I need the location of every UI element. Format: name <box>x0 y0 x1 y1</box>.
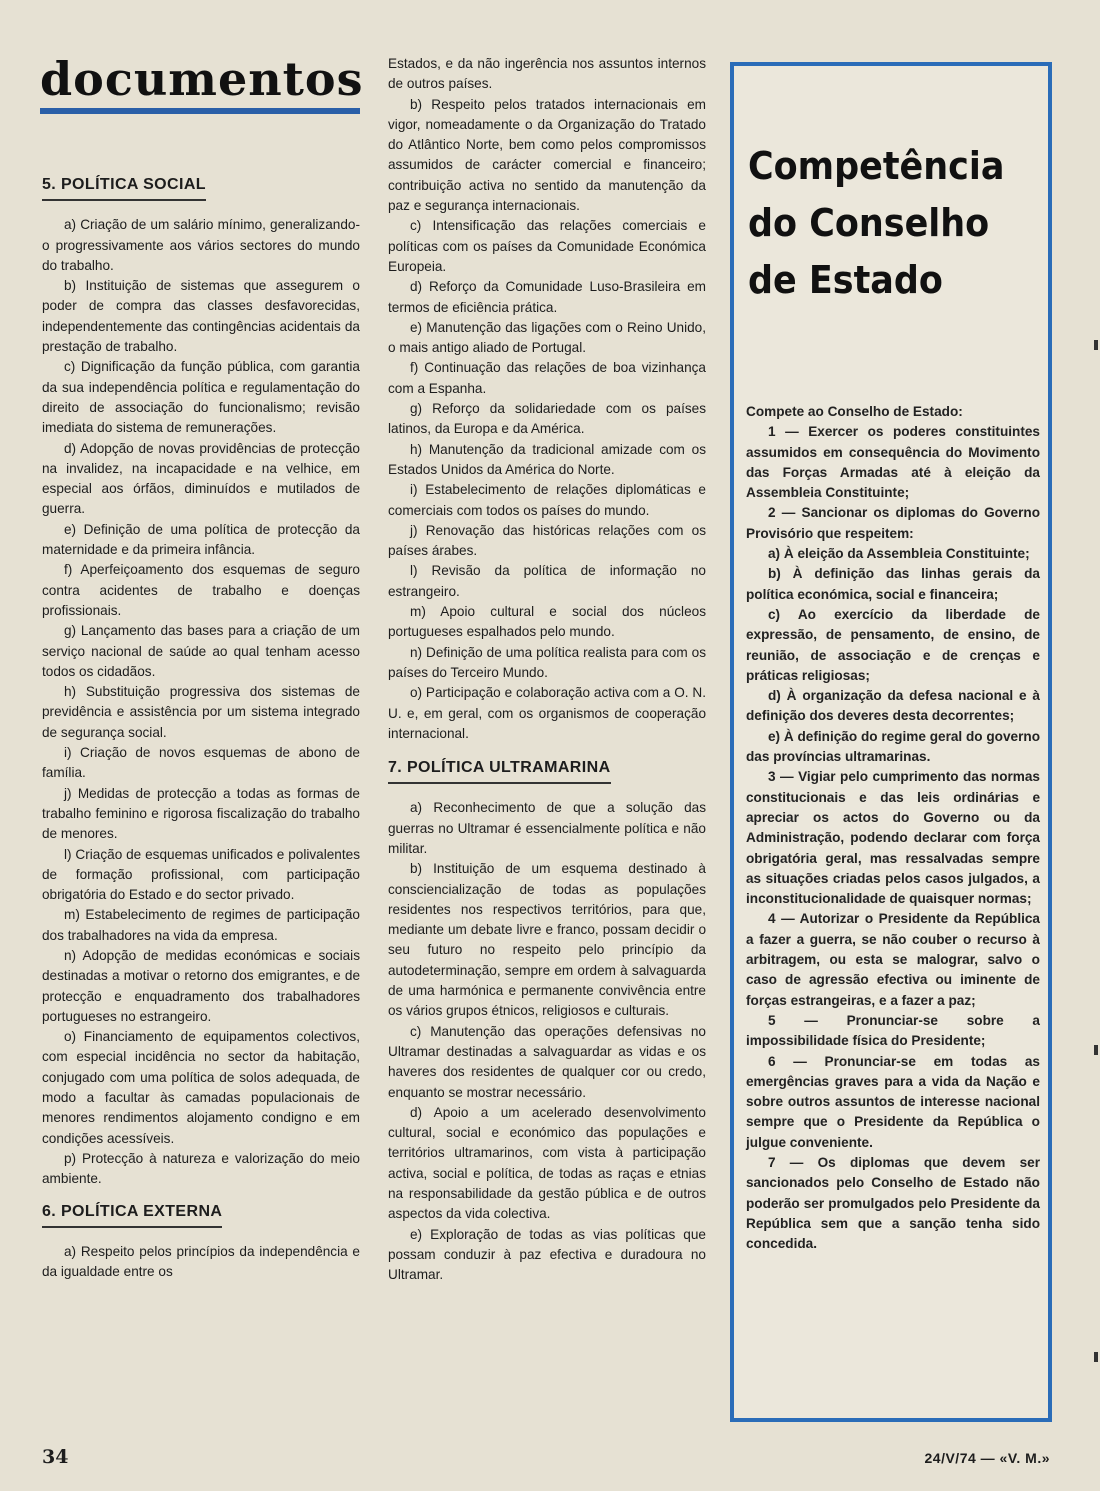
box-item: 4 — Autorizar o Presidente da República a fazer a guerra, se não couber o recurso à arbitragem, ou esta se malograr, salvo o caso de agressão efectiva ou iminente de forças estrangeiras, e a fazer a paz; <box>746 911 1040 1008</box>
box-item: 6 — Pronunciar-se em todas as emergências graves para a vida da Nação e sobre outros assuntos de interesse nacional sempre que o Presidente da República o julgue conveniente. <box>746 1053 1040 1150</box>
paragraph: a) Respeito pelos princípios da independência e da igualdade entre os <box>42 1243 360 1280</box>
paragraph: l) Revisão da política de informação no estrangeiro. <box>388 563 706 599</box>
section-heading-politica-ultramarina: 7. POLÍTICA ULTRAMARINA <box>388 758 611 784</box>
paragraph: e) Definição de uma política de protecção da maternidade e da primeira infância. <box>42 521 360 558</box>
box-intro: Compete ao Conselho de Estado: <box>746 404 963 419</box>
box-item: a) À eleição da Assembleia Constituinte; <box>768 546 1030 562</box>
box-item: c) Ao exercício da liberdade de expressão, de pensamento, de ensino, de reunião, de associação e de crenças e práticas religiosas; <box>746 606 1040 683</box>
box-title-line: do Conselho <box>748 201 990 245</box>
box-item: b) À definição das linhas gerais da política económica, social e financeira; <box>746 566 1040 602</box>
column-left <box>42 175 360 1282</box>
scan-edge-mark <box>1094 1352 1098 1362</box>
paragraph: g) Reforço da solidariedade com os países latinos, da Europa e da América. <box>388 401 706 437</box>
box-item: 3 — Vigiar pelo cumprimento das normas constitucionais e das leis ordinárias e apreciar os actos do Governo ou da Administração, podendo declarar com força obrigatória geral, mas ressalvadas sempre as situações criadas pelos casos julgados, a inconstitucionalidade de quaisquer normas; <box>746 769 1040 907</box>
box-item: 5 — Pronunciar-se sobre a impossibilidade física do Presidente; <box>746 1012 1040 1049</box>
paragraph: j) Medidas de protecção a todas as formas de trabalho feminino e rigorosa fiscalização do trabalho de menores. <box>42 785 360 842</box>
paragraph: d) Adopção de novas providências de protecção na invalidez, na incapacidade e na velhice, em especial aos órfãos, diminuídos e mutilados de guerra. <box>42 440 360 517</box>
box-item: 1 — Exercer os poderes constituintes assumidos em consequência do Movimento das Forças Armadas até à eleição da Assembleia Constituinte; <box>746 424 1040 501</box>
box-title-line: de Estado <box>748 258 943 302</box>
paragraph: f) Continuação das relações de boa vizinhança com a Espanha. <box>388 360 706 396</box>
paragraph: f) Aperfeiçoamento dos esquemas de seguro contra acidentes de trabalho e doenças profissionais. <box>42 562 360 618</box>
paragraph: d) Reforço da Comunidade Luso-Brasileira em termos de eficiência prática. <box>388 279 706 315</box>
paragraph: c) Dignificação da função pública, com garantia da sua independência política e regulamentação do direito de associação do funcionalismo; revisão imediata do sistema de remunerações. <box>42 359 360 436</box>
paragraph: m) Apoio cultural e social dos núcleos portugueses espalhados pelo mundo. <box>388 604 706 640</box>
paragraph: h) Substituição progressiva dos sistemas de previdência e assistência por um sistema integrado de segurança social. <box>42 684 360 740</box>
paragraph: c) Manutenção das operações defensivas no Ultramar destinadas a salvaguardar as vidas e os haveres dos residentes de qualquer cor ou credo, enquanto se mostrar necessário. <box>388 1023 706 1100</box>
paragraph: b) Instituição de sistemas que assegurem o poder de compra das classes desfavorecidas, independentemente das contingências acidentais da prestação de trabalho. <box>42 278 360 355</box>
paragraph: n) Definição de uma política realista para com os países do Terceiro Mundo. <box>388 644 706 680</box>
paragraph: Estados, e da não ingerência nos assuntos internos de outros países. <box>388 56 706 92</box>
paragraph: i) Estabelecimento de relações diplomáticas e comerciais com todos os países do mundo. <box>388 482 706 518</box>
box-title <box>748 138 1015 309</box>
paragraph: c) Intensificação das relações comerciais e políticas com os países da Comunidade Económica Europeia. <box>388 218 706 274</box>
paragraph: m) Estabelecimento de regimes de participação dos trabalhadores na vida da empresa. <box>42 907 360 943</box>
paragraph: n) Adopção de medidas económicas e sociais destinadas a motivar o retorno dos emigrantes, e de protecção e enquadramento dos trabalhadores portugueses no estrangeiro. <box>42 947 360 1024</box>
paragraph: p) Protecção à natureza e valorização do meio ambiente. <box>42 1150 360 1187</box>
issue-info: 24/V/74 — «V. M.» <box>924 1450 1050 1466</box>
masthead-title: documentos <box>40 52 364 106</box>
scan-edge-mark <box>1094 340 1098 350</box>
box-body <box>746 402 1040 1254</box>
paragraph: l) Criação de esquemas unificados e polivalentes de formação profissional, com participação obrigatória do Estado e do sector privado. <box>42 846 360 903</box>
box-item: 7 — Os diplomas que devem ser sancionados pelo Conselho de Estado não poderão ser promulgados pelo Presidente da República sem que a sanção tenha sido concedida. <box>746 1154 1040 1252</box>
scan-edge-mark <box>1094 1045 1098 1055</box>
paragraph: i) Criação de novos esquemas de abono de família. <box>42 745 360 781</box>
column-middle <box>388 54 706 1286</box>
section-heading-politica-externa: 6. POLÍTICA EXTERNA <box>42 1202 222 1228</box>
box-item: 2 — Sancionar os diplomas do Governo Provisório que respeitem: <box>746 505 1040 541</box>
sidebar-box-conselho-de-estado <box>730 62 1052 1422</box>
box-title-line: Competência <box>748 144 1005 188</box>
paragraph: e) Exploração de todas as vias políticas que possam conduzir à paz efectiva e duradoura no Ultramar. <box>388 1226 706 1283</box>
masthead-rule <box>40 108 360 114</box>
paragraph: o) Participação e colaboração activa com a O. N. U. e, em geral, com os organismos de cooperação internacional. <box>388 685 706 741</box>
section-heading-politica-social: 5. POLÍTICA SOCIAL <box>42 175 206 201</box>
paragraph: b) Instituição de um esquema destinado à consciencialização de todas as populações residentes nos respectivos territórios, para que, mediante um debate livre e franco, possam decidir o seu futuro no respeito pelo princípio da autodeterminação, sempre em ordem à salvaguarda de uma harmónica e permanente convivência entre os vários grupos étnicos, religiosos e culturais. <box>388 861 706 1019</box>
paragraph: a) Criação de um salário mínimo, generalizando-o progressivamente aos vários sectores do mundo do trabalho. <box>42 217 360 273</box>
paragraph: d) Apoio a um acelerado desenvolvimento cultural, social e económico das populações e territórios ultramarinos, com vista à participação activa, social e política, de todas as raças e etnias na responsabilidade da gestão pública e de outros aspectos da vida colectiva. <box>388 1104 706 1222</box>
paragraph: g) Lançamento das bases para a criação de um serviço nacional de saúde ao qual tenham acesso todos os cidadãos. <box>42 623 360 679</box>
paragraph: a) Reconhecimento de que a solução das guerras no Ultramar é essencialmente política e não militar. <box>388 800 706 856</box>
box-item: e) À definição do regime geral do governo das províncias ultramarinas. <box>746 728 1040 765</box>
box-item: d) À organização da defesa nacional e à definição dos deveres desta decorrentes; <box>746 688 1040 724</box>
paragraph: j) Renovação das históricas relações com os países árabes. <box>388 522 706 559</box>
paragraph: h) Manutenção da tradicional amizade com os Estados Unidos da América do Norte. <box>388 441 706 477</box>
paragraph: b) Respeito pelos tratados internacionais em vigor, nomeadamente o da Organização do Tratado do Atlântico Norte, bem como pelos compromissos assumidos de carácter comercial e financeiro; contribuição activa no sentido da manutenção da paz e segurança internacionais. <box>388 96 706 214</box>
paragraph: o) Financiamento de equipamentos colectivos, com especial incidência no sector da habitação, conjugado com uma política de solos adequada, de modo a facultar às camadas populacionais de menores rendimentos alojamento condigno e em condições acessíveis. <box>42 1029 360 1146</box>
page-number: 34 <box>42 1446 69 1468</box>
paragraph: e) Manutenção das ligações com o Reino Unido, o mais antigo aliado de Portugal. <box>388 319 706 356</box>
